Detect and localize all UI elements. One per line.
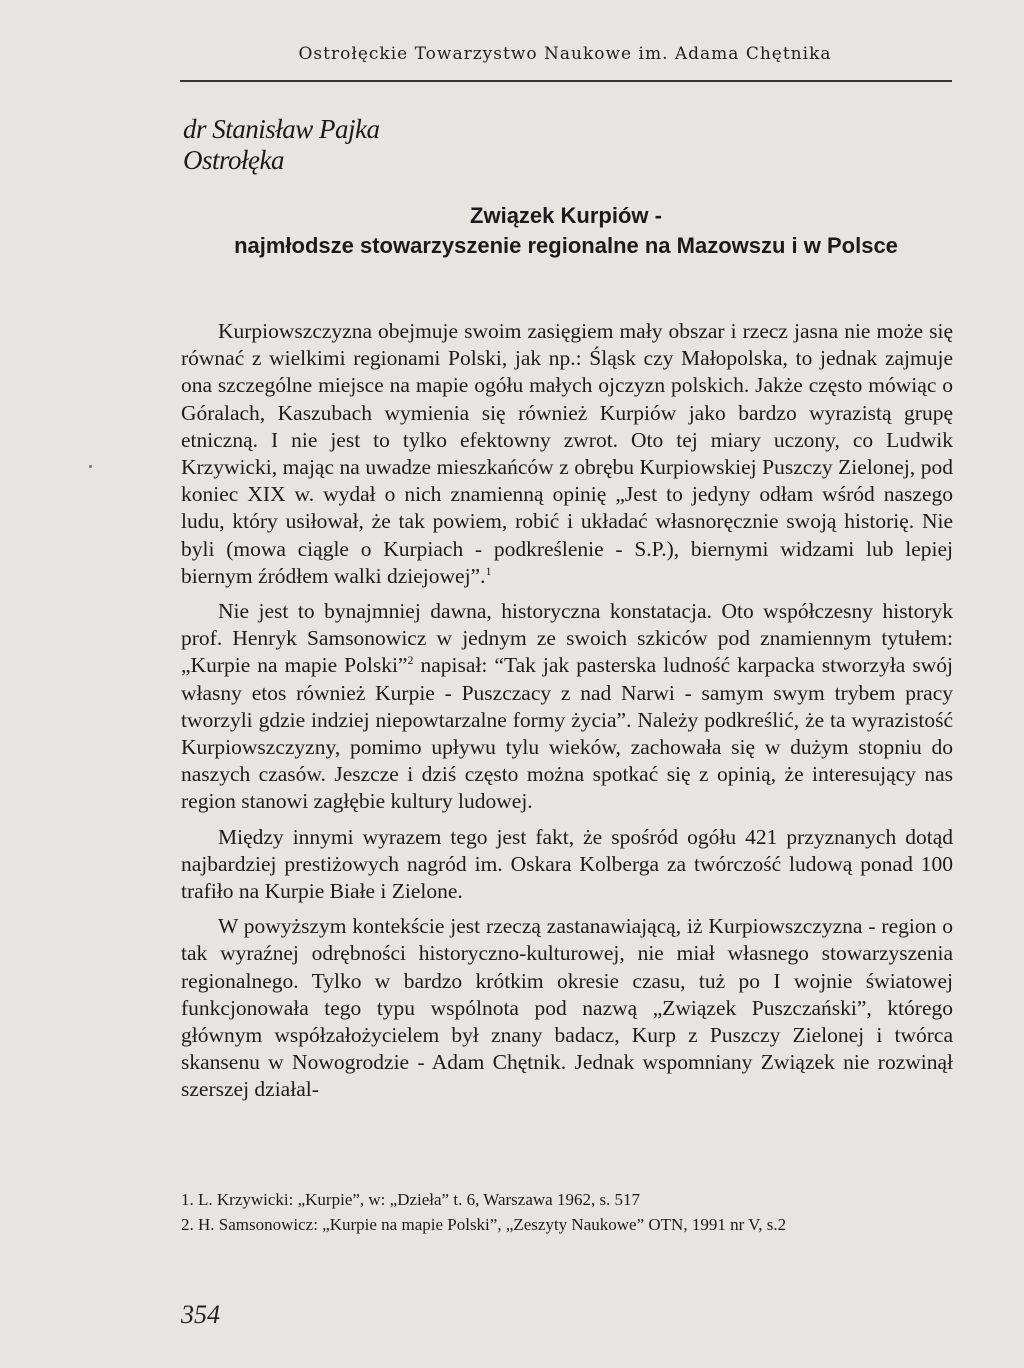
footnote: 2. H. Samsonowicz: „Kurpie na mapie Polski”, „Zeszyty Naukowe” OTN, 1991 nr V, s.2 [181, 1215, 787, 1234]
paragraph-text: Kurpiowszczyzna obejmuje swoim zasięgiem mały obszar i rzecz jasna nie może się równać z wielkimi regionami Polski, jak np.: Śląsk czy Małopolska, to jednak zajmuje ona szczególne miejsce na mapie ogółu małych ojczyzn polskich. Jakże często mówiąc o Góralach, Kaszubach wymienia się również Kurpiów jako bardzo wyrazistą grupę etniczną. I nie jest to tylko efektowny zwrot. Oto tej miary uczony, co Ludwik Krzywicki, mając na uwadze mieszkańców z obrębu Kurpiowskiej Puszczy Zielonej, pod koniec XIX w. wydał o nich znamienną opinię „Jest to jedyny odłam wśród naszego ludu, który usiłował, że tak powiem, robić i układać własnoręcznie swoją historię. Nie byli (mowa ciągle o Kurpiach - podkreślenie - S.P.), biernymi widzami lub lepiej biernym źródłem walki dziejowej”. [181, 319, 953, 588]
page-number: 354 [181, 1300, 220, 1329]
running-header: Ostrołęckie Towarzystwo Naukowe im. Adama Chętnika [298, 44, 832, 64]
header-rule [180, 80, 952, 82]
paragraph-text: Między innymi wyrazem tego jest fakt, że spośród ogółu 421 przyznanych dotąd najbardziej prestiżowych nagród im. Oskara Kolberga za twórczość ludową ponad 100 trafiło na Kurpie Białe i Zielone. [181, 824, 953, 904]
paragraph-text: napisał: “Tak jak pasterska ludność karpacka stworzyła swój własny etos również Kurpie - Puszczacy z nad Narwi - samym swym trybem pracy tworzyli gdzie indziej niepowtarzalne formy życia”. Należy podkreślić, że ta wyrazistość Kurpiowszczyzny, pomimo upływu tylu wieków, zachowała się w dużym stopniu do naszych czasów. Jeszcze i dziś często można spotkać się z opinią, że interesujący nas region stanowi zagłębie kultury ludowej. [181, 653, 953, 814]
paragraph-text: Nie jest to bynajmniej dawna, historyczna konstatacja. Oto współczesny historyk prof. Henryk Samsonowicz w jednym ze swoich szkiców pod znamiennym tytułem: „Kurpie na mapie Polski” [181, 599, 953, 678]
article-title-line-2: najmłodsze stowarzyszenie regionalne na Mazowszu i w Polsce [234, 233, 898, 258]
author-block [183, 114, 380, 176]
footnote-ref: 2 [407, 653, 414, 668]
paragraph [181, 598, 953, 816]
paragraph-text: W powyższym kontekście jest rzeczą zastanawiającą, iż Kurpiowszczyzna - region o tak wyraźnej odrębności historyczno-kulturowej, nie miał własnego stowarzyszenia regionalnego. Tylko w bardzo krótkim okresie czasu, tuż po I wojnie światowej funkcjonowała tego typu wspólnota pod nazwą „Związek Puszczański”, którego głównym współzałożycielem był znany badacz, Kurp z Puszczy Zielonej i twórca skansenu w Nowogrodzie - Adam Chętnik. Jednak wspomniany Związek nie rozwinął szerszej działal- [181, 914, 953, 1102]
paragraph [181, 824, 953, 906]
paragraph [181, 913, 953, 1103]
scan-speck [89, 465, 92, 468]
author-name: dr Stanisław Pajka [183, 114, 380, 144]
author-city: Ostrołęka [183, 145, 284, 175]
footnotes [181, 1187, 953, 1237]
footnote: 1. L. Krzywicki: „Kurpie”, w: „Dzieła” t. 6, Warszawa 1962, s. 517 [181, 1190, 641, 1209]
article-title-line-1: Związek Kurpiów - [470, 203, 662, 228]
paragraph [181, 318, 953, 590]
article-body [181, 318, 953, 1112]
footnote-ref: 1 [485, 563, 492, 578]
article-title [180, 201, 952, 261]
